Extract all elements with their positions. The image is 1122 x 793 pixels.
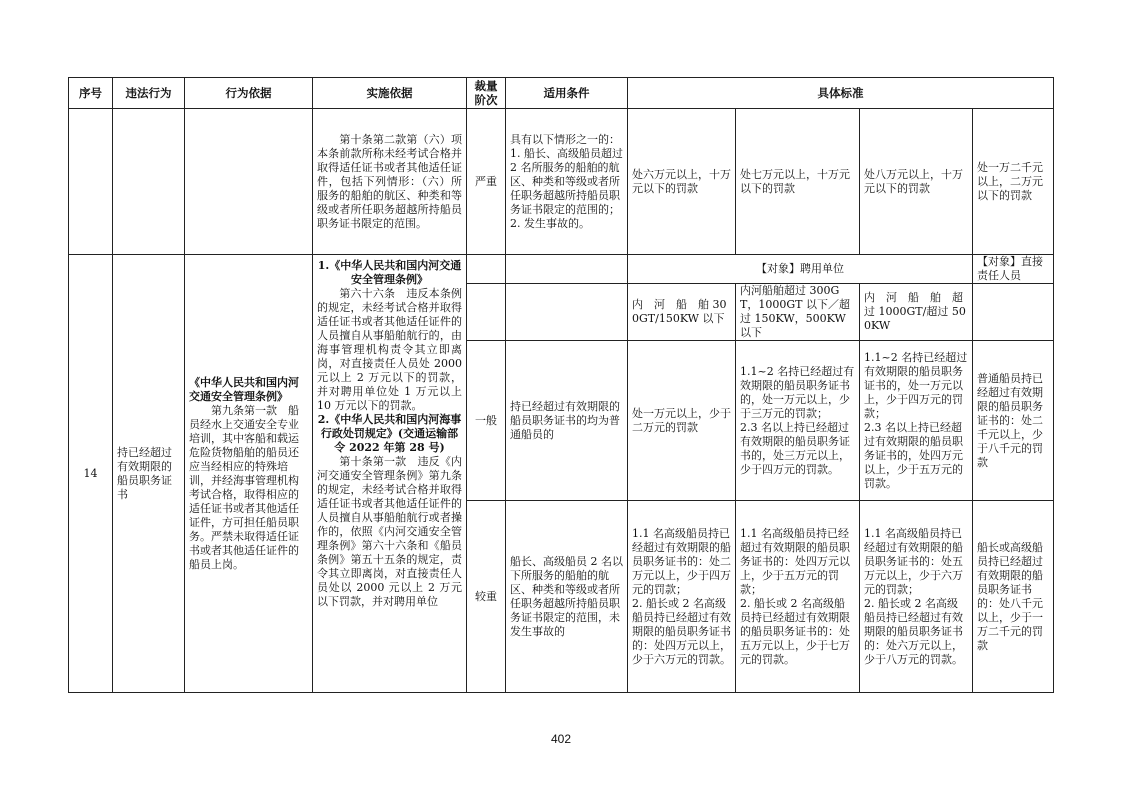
cell-empty (973, 284, 1054, 341)
impl-title-2: 2.《中华人民共和国内河海事行政处罚规定》(交通运输部令 2022 年第 28 号) (317, 413, 462, 454)
standard-cell: 处七万元以上，十万元以下的罚款 (736, 109, 860, 255)
cell-empty (506, 284, 628, 341)
standard-cell: 1.1~2 名持已经超过有效期限的船员职务证书的，处一万元以上，少于四万元的罚款； 2.3 名以上持已经超过有效期限的船员职务证书的，处四万元以上，少于五万元的罚款。 (860, 341, 973, 501)
standard-cell: 处六万元以上，十万元以下的罚款 (628, 109, 736, 255)
impl-basis-text: 第十条第二款第（六）项 本条前款所称未经考试合格并取得适任证书或者其他适任证件，包括下列情形：（六）所服务的船舶的航区、种类和等级或者所任职务超越所持船员职务证书限定的范围。 (313, 109, 467, 255)
cell-empty (69, 109, 113, 255)
cell-empty (467, 255, 506, 284)
standard-cell: 1.1 名高级船员持已经超过有效期限的船员职务证书的：处四万元以上，少于五万元的罚款； 2. 船长或 2 名高级船员持已经超过有效期限的船员职务证书的：处五万元以上，少于七万元的罚款。 (736, 501, 860, 693)
header-violation: 违法行为 (113, 78, 185, 109)
violation-cell: 持已经超过有效期限的船员职务证书 (113, 255, 185, 693)
header-row (69, 78, 1054, 109)
table-row-continued (69, 109, 1054, 255)
level-more-serious: 较重 (467, 501, 506, 693)
standard-cell: 处八万元以上，十万元以下的罚款 (860, 109, 973, 255)
standard-cell: 船长或高级船员持已经超过有效期限的船员职务证书的：处八千元以上，少于一万二千元的罚款 (973, 501, 1054, 693)
standard-cell: 普通船员持已经超过有效期限的船员职务证书的：处二千元以上，少于八千元的罚款 (973, 341, 1054, 501)
basis-cell (185, 255, 313, 693)
category-medium: 内河船舶超过 300GT，1000GT 以下／超过 150KW，500KW 以下 (736, 284, 860, 341)
standard-cell: 1.1 名高级船员持已经超过有效期限的船员职务证书的：处五万元以上，少于六万元的罚款； 2. 船长或 2 名高级船员持已经超过有效期限的船员职务证书的：处六万元以上，少于八万元的罚款。 (860, 501, 973, 693)
standard-cell: 处一万元以上，少于二万元的罚款 (628, 341, 736, 501)
condition-general: 持已经超过有效期限的船员职务证书的均为普通船员的 (506, 341, 628, 501)
penalty-table (68, 77, 1054, 693)
impl-basis-cell (313, 255, 467, 693)
impl-body-2: 第十条第一款 违反《内河交通安全管理条例》第九条的规定，未经考试合格并取得适任证书或者其他适任证件的人员擅自从事船舶航行或者操作的，依照《内河交通安全管理条例》第六十六条和《船员条例》第五十五条的规定，责令其立即离岗，对直接责任人员处以 2000 元以上 2 万元以下罚款，并对聘用单位 (317, 455, 462, 608)
impl-body-1: 第六十六条 违反本条例的规定，未经考试合格并取得适任证书或者其他适任证件的人员擅自从事船舶航行的，由海事管理机构责令其立即离岗，对直接责任人员处 2000 元以上 2 万元以下的罚款，并对聘用单位处 1 万元以上 10 万元以下的罚款。 (317, 287, 462, 412)
header-basis: 行为依据 (185, 78, 313, 109)
object-person: 【对象】直接责任人员 (973, 255, 1054, 284)
page-number: 402 (550, 732, 572, 746)
object-employer: 【对象】聘用单位 (628, 255, 973, 284)
header-level: 裁量 阶次 (467, 78, 506, 109)
condition-more-serious: 船长、高级船员 2 名以下所服务的船舶的航区、种类和等级或者所任职务超越所持船员职务证书限定的范围，未发生事故的 (506, 501, 628, 693)
row-number: 14 (69, 255, 113, 693)
header-standard: 具体标准 (628, 78, 1054, 109)
category-small: 内 河 船 舶 300GT/150KW 以下 (628, 284, 736, 341)
standard-cell: 处一万二千元以上，二万元以下的罚款 (973, 109, 1054, 255)
level-general: 一般 (467, 341, 506, 501)
table-row-object (69, 255, 1054, 284)
basis-body: 第九条第一款 船员经水上交通安全专业培训，其中客船和载运危险货物船舶的船员还应当经相应的特殊培训，并经海事管理机构考试合格，取得相应的适任证书或者其他适任证件，方可担任船员职务。严禁未取得适任证书或者其他适任证件的船员上岗。 (189, 403, 299, 571)
basis-title: 《中华人民共和国内河交通安全管理条例》 (189, 375, 299, 403)
cell-empty (113, 109, 185, 255)
condition-serious: 具有以下情形之一的： 1. 船长、高级船员超过 2 名所服务的船舶的航区、种类和等级或者所任职务超越所持船员职务证书限定的范围的； 2. 发生事故的。 (506, 109, 628, 255)
category-large: 内 河 船 舶 超 过 1000GT/超过 500KW (860, 284, 973, 341)
cell-empty (506, 255, 628, 284)
cell-empty (185, 109, 313, 255)
header-condition: 适用条件 (506, 78, 628, 109)
header-no: 序号 (69, 78, 113, 109)
standard-cell: 1.1~2 名持已经超过有效期限的船员职务证书的，处一万元以上，少于三万元的罚款； 2.3 名以上持已经超过有效期限的船员职务证书的，处三万元以上，少于四万元的罚款。 (736, 341, 860, 501)
impl-title-1: 1.《中华人民共和国内河交通安全管理条例》 (317, 259, 462, 286)
cell-empty (467, 284, 506, 341)
standard-cell: 1.1 名高级船员持已经超过有效期限的船员职务证书的：处二万元以上，少于四万元的罚款； 2. 船长或 2 名高级船员持已经超过有效期限的船员职务证书的：处四万元以上，少于六万元的罚款。 (628, 501, 736, 693)
header-impl-basis: 实施依据 (313, 78, 467, 109)
level-serious: 严重 (467, 109, 506, 255)
